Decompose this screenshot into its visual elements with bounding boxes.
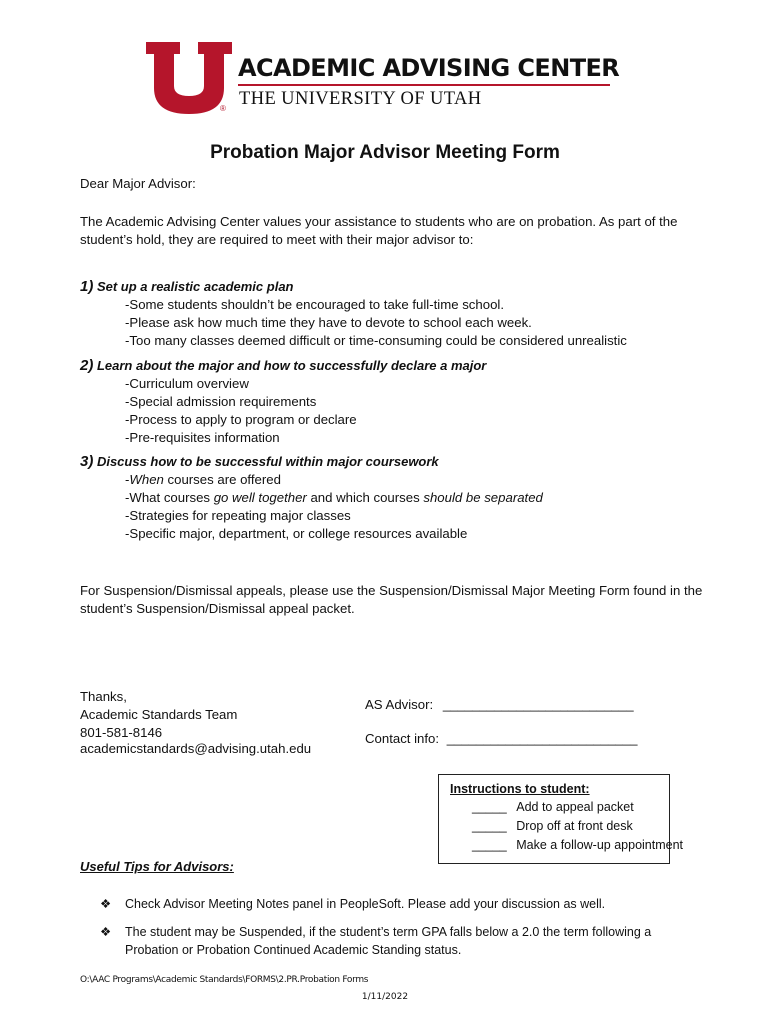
instructions-heading: Instructions to student: bbox=[450, 782, 590, 796]
signoff-phone: 801-581-8146 bbox=[80, 725, 163, 740]
as-advisor-field[interactable] bbox=[365, 696, 634, 714]
brand-subtitle: THE UNIVERSITY OF UTAH bbox=[239, 89, 482, 109]
signoff-thanks: Thanks, bbox=[80, 689, 127, 704]
contact-info-field[interactable] bbox=[365, 730, 637, 748]
list-item: -When courses are offered bbox=[125, 472, 281, 487]
section-heading: 3) Discuss how to be successful within major coursework bbox=[80, 453, 439, 470]
list-item: -Some students shouldn’t be encouraged to take full-time school. bbox=[125, 297, 504, 312]
instruction-item: _____ Make a follow-up appointment bbox=[472, 838, 684, 852]
diamond-bullet-icon: ❖ bbox=[100, 897, 112, 911]
list-item: -Specific major, department, or college resources available bbox=[125, 526, 468, 541]
useful-tips-heading: Useful Tips for Advisors: bbox=[80, 859, 234, 874]
signoff-email: academicstandards@advising.utah.edu bbox=[80, 741, 312, 756]
intro-line: student’s hold, they are required to meet with their major advisor to: bbox=[80, 232, 474, 247]
instruction-item: _____ Add to appeal packet bbox=[472, 800, 634, 814]
greeting: Dear Major Advisor: bbox=[80, 176, 196, 191]
list-item: -Pre-requisites information bbox=[125, 430, 280, 445]
instruction-checkbox-blank[interactable]: _____ bbox=[472, 838, 507, 852]
list-item: -Please ask how much time they have to devote to school each week. bbox=[125, 315, 532, 330]
list-item: -Special admission requirements bbox=[125, 394, 317, 409]
brand-title: ACADEMIC ADVISING CENTER bbox=[238, 54, 620, 82]
list-item: -Too many classes deemed difficult or time-consuming could be considered unrealistic bbox=[125, 333, 627, 348]
list-item: -Curriculum overview bbox=[125, 376, 249, 391]
page-title: Probation Major Advisor Meeting Form bbox=[210, 142, 560, 163]
list-item: -Process to apply to program or declare bbox=[125, 412, 357, 427]
registered-mark: ® bbox=[220, 104, 226, 113]
contact-info-label: Contact info: bbox=[365, 731, 440, 746]
diamond-bullet-icon: ❖ bbox=[100, 925, 112, 939]
instruction-checkbox-blank[interactable]: _____ bbox=[472, 800, 507, 814]
instruction-checkbox-blank[interactable]: _____ bbox=[472, 819, 507, 833]
footer-date: 1/11/2022 bbox=[361, 992, 409, 1002]
footer-path: O:\AAC Programs\Academic Standards\FORMS\2.PR.Probation Forms bbox=[80, 975, 369, 985]
list-item: -Strategies for repeating major classes bbox=[125, 508, 351, 523]
section-heading: 1) Set up a realistic academic plan bbox=[80, 278, 294, 295]
as-advisor-blank[interactable]: __________________________ bbox=[442, 697, 634, 712]
brand-divider bbox=[238, 84, 610, 86]
instruction-item: _____ Drop off at front desk bbox=[472, 819, 633, 833]
section-heading: 2) Learn about the major and how to successfully declare a major bbox=[80, 357, 487, 374]
as-advisor-label: AS Advisor: bbox=[365, 697, 434, 712]
tip-item: Probation or Probation Continued Academic Standing status. bbox=[125, 943, 462, 957]
tip-item: The student may be Suspended, if the student’s term GPA falls below a 2.0 the term following a bbox=[125, 925, 652, 939]
contact-info-blank[interactable]: __________________________ bbox=[446, 731, 638, 746]
tip-item: Check Advisor Meeting Notes panel in PeopleSoft. Please add your discussion as well. bbox=[125, 897, 606, 911]
intro-line: The Academic Advising Center values your assistance to students who are on probation. As part of the bbox=[80, 214, 678, 229]
signoff-team: Academic Standards Team bbox=[80, 707, 238, 722]
list-item: -What courses go well together and which courses should be separated bbox=[125, 490, 543, 505]
suspension-note: student’s Suspension/Dismissal appeal packet. bbox=[80, 601, 355, 616]
suspension-note: For Suspension/Dismissal appeals, please use the Suspension/Dismissal Major Meeting Form found in the bbox=[80, 583, 703, 598]
